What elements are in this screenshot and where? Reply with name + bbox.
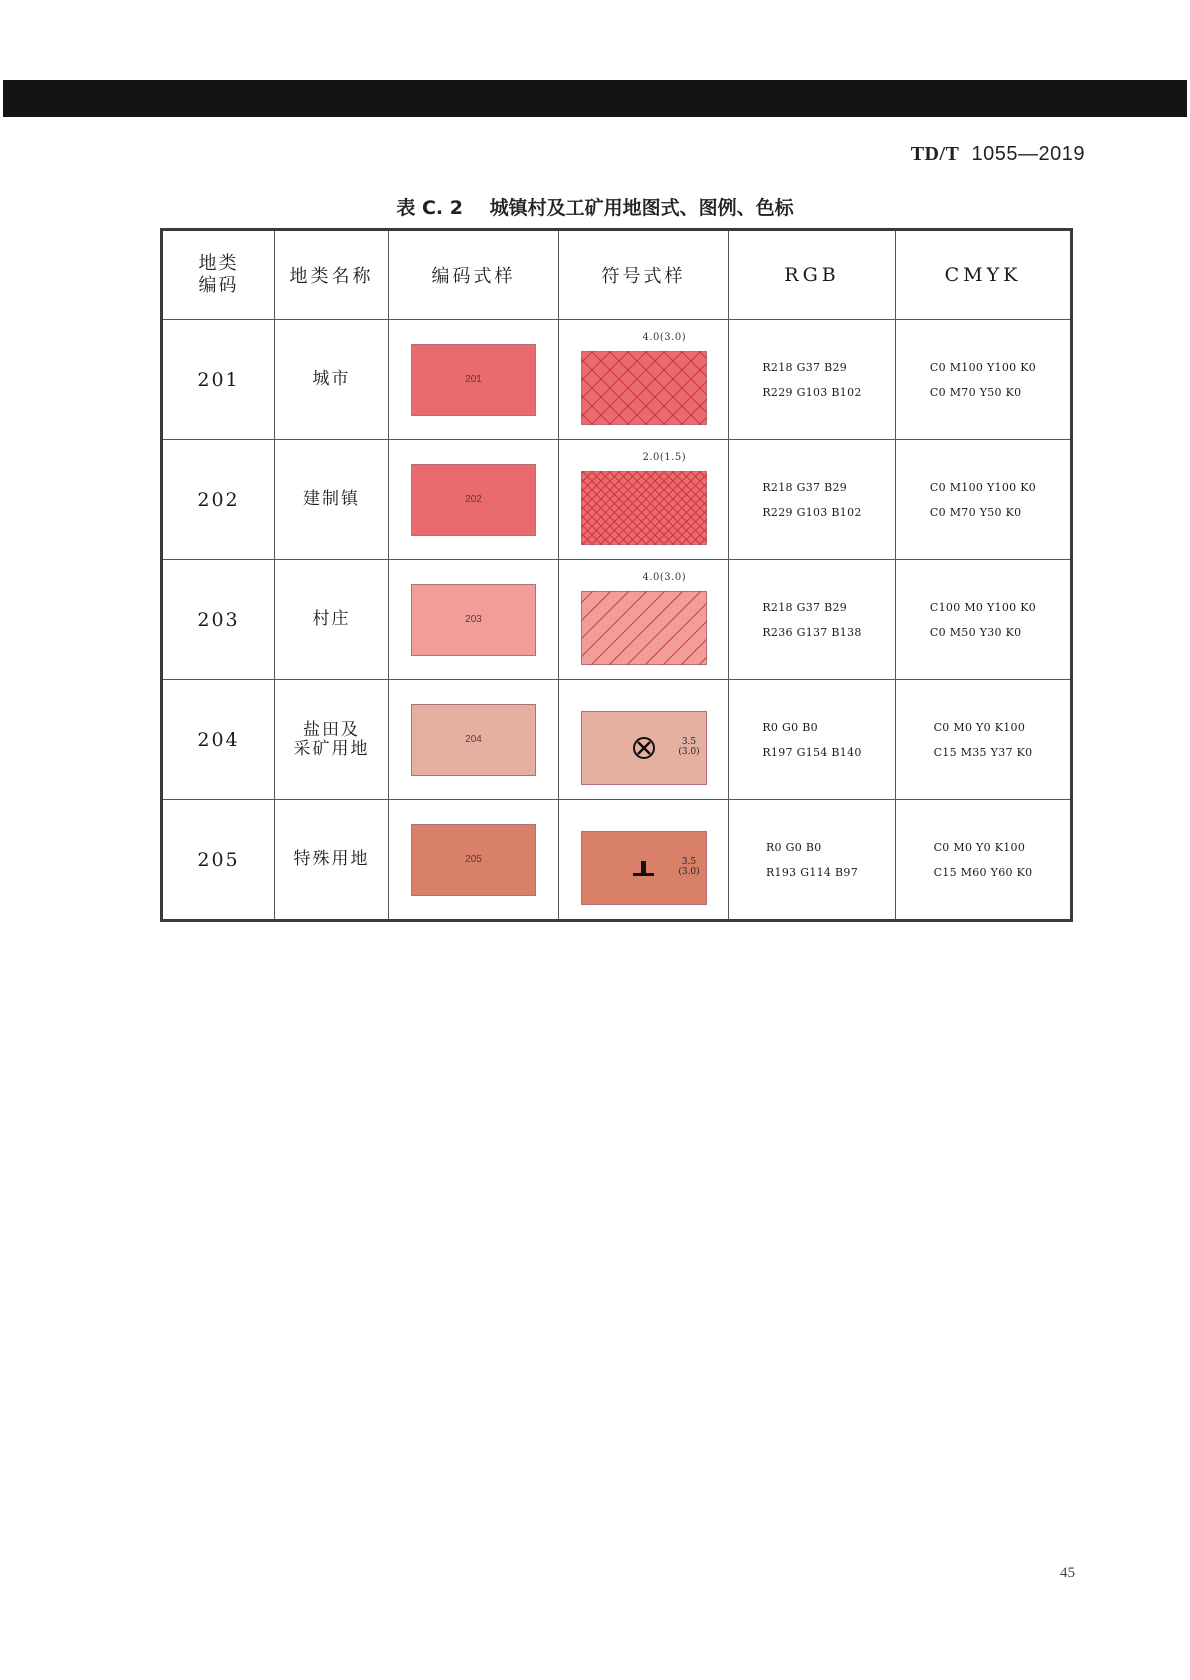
symbol-svg	[581, 591, 707, 665]
symbol-size-label: (3.0)	[677, 866, 700, 877]
cmyk-value: C15 M60 Y60 K0	[933, 865, 1033, 879]
symbol-dimension-label: 4.0(3.0)	[642, 571, 687, 583]
table-row	[162, 560, 1072, 680]
standard-code	[911, 143, 1085, 166]
land-name	[275, 560, 389, 680]
symbol-dimension-label: 2.0(1.5)	[642, 451, 687, 463]
swatch-label: 203	[465, 614, 482, 625]
symbol-style-cell	[559, 560, 729, 680]
header-symbol-style: 符号式样	[559, 230, 729, 320]
land-name	[275, 800, 389, 921]
symbol-svg	[581, 831, 707, 905]
land-name-line: 盐田及	[303, 719, 360, 740]
symbol-sample	[581, 571, 707, 665]
rgb-value: R193 G114 B97	[765, 865, 859, 879]
table-caption: 城镇村及工矿用地图式、图例、色标	[489, 197, 794, 219]
cmyk-values	[934, 835, 1033, 885]
color-swatch	[411, 344, 536, 416]
cmyk-values	[930, 355, 1036, 405]
table-row	[162, 440, 1072, 560]
color-swatch	[411, 464, 536, 536]
code-style-cell	[389, 560, 559, 680]
table-row	[162, 320, 1072, 440]
cmyk-value: C0 M70 Y50 K0	[929, 385, 1022, 399]
code-style-cell	[389, 800, 559, 921]
swatch-label: 204	[465, 734, 482, 745]
standard-code-number: 1055—2019	[971, 143, 1085, 165]
cmyk-value: C0 M0 Y0 K100	[933, 840, 1026, 854]
land-name-line: 建制镇	[303, 489, 360, 509]
header-code-style: 编码式样	[389, 230, 559, 320]
symbol-svg	[581, 711, 707, 785]
standard-code-prefix: TD/T	[910, 143, 960, 165]
cmyk-value: C0 M100 Y100 K0	[929, 480, 1037, 494]
land-code: 202	[162, 440, 275, 560]
rgb-value: R218 G37 B29	[762, 600, 848, 614]
symbol-size-label: 3.5	[681, 736, 696, 747]
rgb-cell	[729, 560, 896, 680]
symbol-sample	[581, 331, 707, 425]
code-style-cell	[389, 320, 559, 440]
swatch-label: 205	[465, 854, 482, 865]
rgb-cell	[729, 680, 896, 800]
swatch-label: 201	[465, 374, 482, 385]
land-name	[275, 320, 389, 440]
cmyk-values	[934, 715, 1033, 765]
land-code: 203	[162, 560, 275, 680]
rgb-values	[762, 715, 861, 765]
cmyk-cell	[896, 800, 1072, 921]
land-name	[275, 440, 389, 560]
land-code: 205	[162, 800, 275, 921]
cmyk-value: C100 M0 Y100 K0	[929, 600, 1037, 614]
symbol-size-label: (3.0)	[677, 746, 700, 757]
cmyk-value: C0 M70 Y50 K0	[929, 505, 1022, 519]
symbol-fill	[581, 591, 706, 664]
cmyk-cell	[896, 680, 1072, 800]
table-row	[162, 800, 1072, 921]
rgb-values	[766, 835, 858, 885]
swatch-label: 202	[465, 494, 482, 505]
rgb-value: R218 G37 B29	[762, 480, 848, 494]
color-swatch	[411, 704, 536, 776]
cmyk-cell	[896, 440, 1072, 560]
cmyk-cell	[896, 560, 1072, 680]
symbol-style-cell	[559, 440, 729, 560]
symbol-style-cell	[559, 800, 729, 921]
cmyk-values	[930, 475, 1036, 525]
rgb-values	[762, 595, 861, 645]
symbol-sample	[581, 451, 707, 545]
cmyk-value: C0 M100 Y100 K0	[929, 360, 1037, 374]
symbol-fill	[581, 351, 706, 424]
table-number: 表 C. 2	[396, 197, 463, 219]
symbol-svg	[581, 351, 707, 425]
rgb-value: R0 G0 B0	[762, 720, 818, 734]
table-header-row	[162, 230, 1072, 320]
table-title	[0, 193, 1190, 220]
land-name-line: 村庄	[312, 609, 351, 629]
cmyk-value: C0 M0 Y0 K100	[933, 720, 1026, 734]
legend-table	[160, 228, 1073, 922]
header-bar	[3, 80, 1187, 117]
code-style-cell	[389, 440, 559, 560]
symbol-style-cell	[559, 680, 729, 800]
code-style-cell	[389, 680, 559, 800]
header-code: 地类 编码	[162, 230, 275, 320]
rgb-value: R218 G37 B29	[762, 360, 848, 374]
color-swatch	[411, 824, 536, 896]
rgb-values	[762, 475, 861, 525]
rgb-value: R236 G137 B138	[762, 625, 862, 639]
rgb-value: R0 G0 B0	[765, 840, 822, 854]
header-cmyk: CMYK	[896, 230, 1072, 320]
land-code: 204	[162, 680, 275, 800]
symbol-style-cell	[559, 320, 729, 440]
rgb-cell	[729, 800, 896, 921]
header-rgb: RGB	[729, 230, 896, 320]
land-name-line: 特殊用地	[293, 849, 370, 869]
rgb-value: R197 G154 B140	[762, 745, 862, 759]
page-number: 45	[1060, 1565, 1075, 1581]
symbol-dimension-label: 4.0(3.0)	[642, 331, 687, 343]
symbol-sample	[581, 711, 707, 785]
rgb-cell	[729, 440, 896, 560]
symbol-sample	[581, 831, 707, 905]
rgb-cell	[729, 320, 896, 440]
land-name-line: 城市	[312, 369, 351, 389]
rgb-values	[762, 355, 861, 405]
cmyk-values	[930, 595, 1036, 645]
land-name-line: 采矿用地	[293, 738, 370, 759]
rgb-value: R229 G103 B102	[762, 505, 862, 519]
symbol-svg	[581, 471, 707, 545]
cmyk-cell	[896, 320, 1072, 440]
land-code: 201	[162, 320, 275, 440]
rgb-value: R229 G103 B102	[762, 385, 862, 399]
cmyk-value: C15 M35 Y37 K0	[933, 745, 1033, 759]
color-swatch	[411, 584, 536, 656]
land-name	[275, 680, 389, 800]
table-row	[162, 680, 1072, 800]
cmyk-value: C0 M50 Y30 K0	[929, 625, 1022, 639]
header-name: 地类名称	[275, 230, 389, 320]
symbol-size-label: 3.5	[681, 856, 696, 867]
